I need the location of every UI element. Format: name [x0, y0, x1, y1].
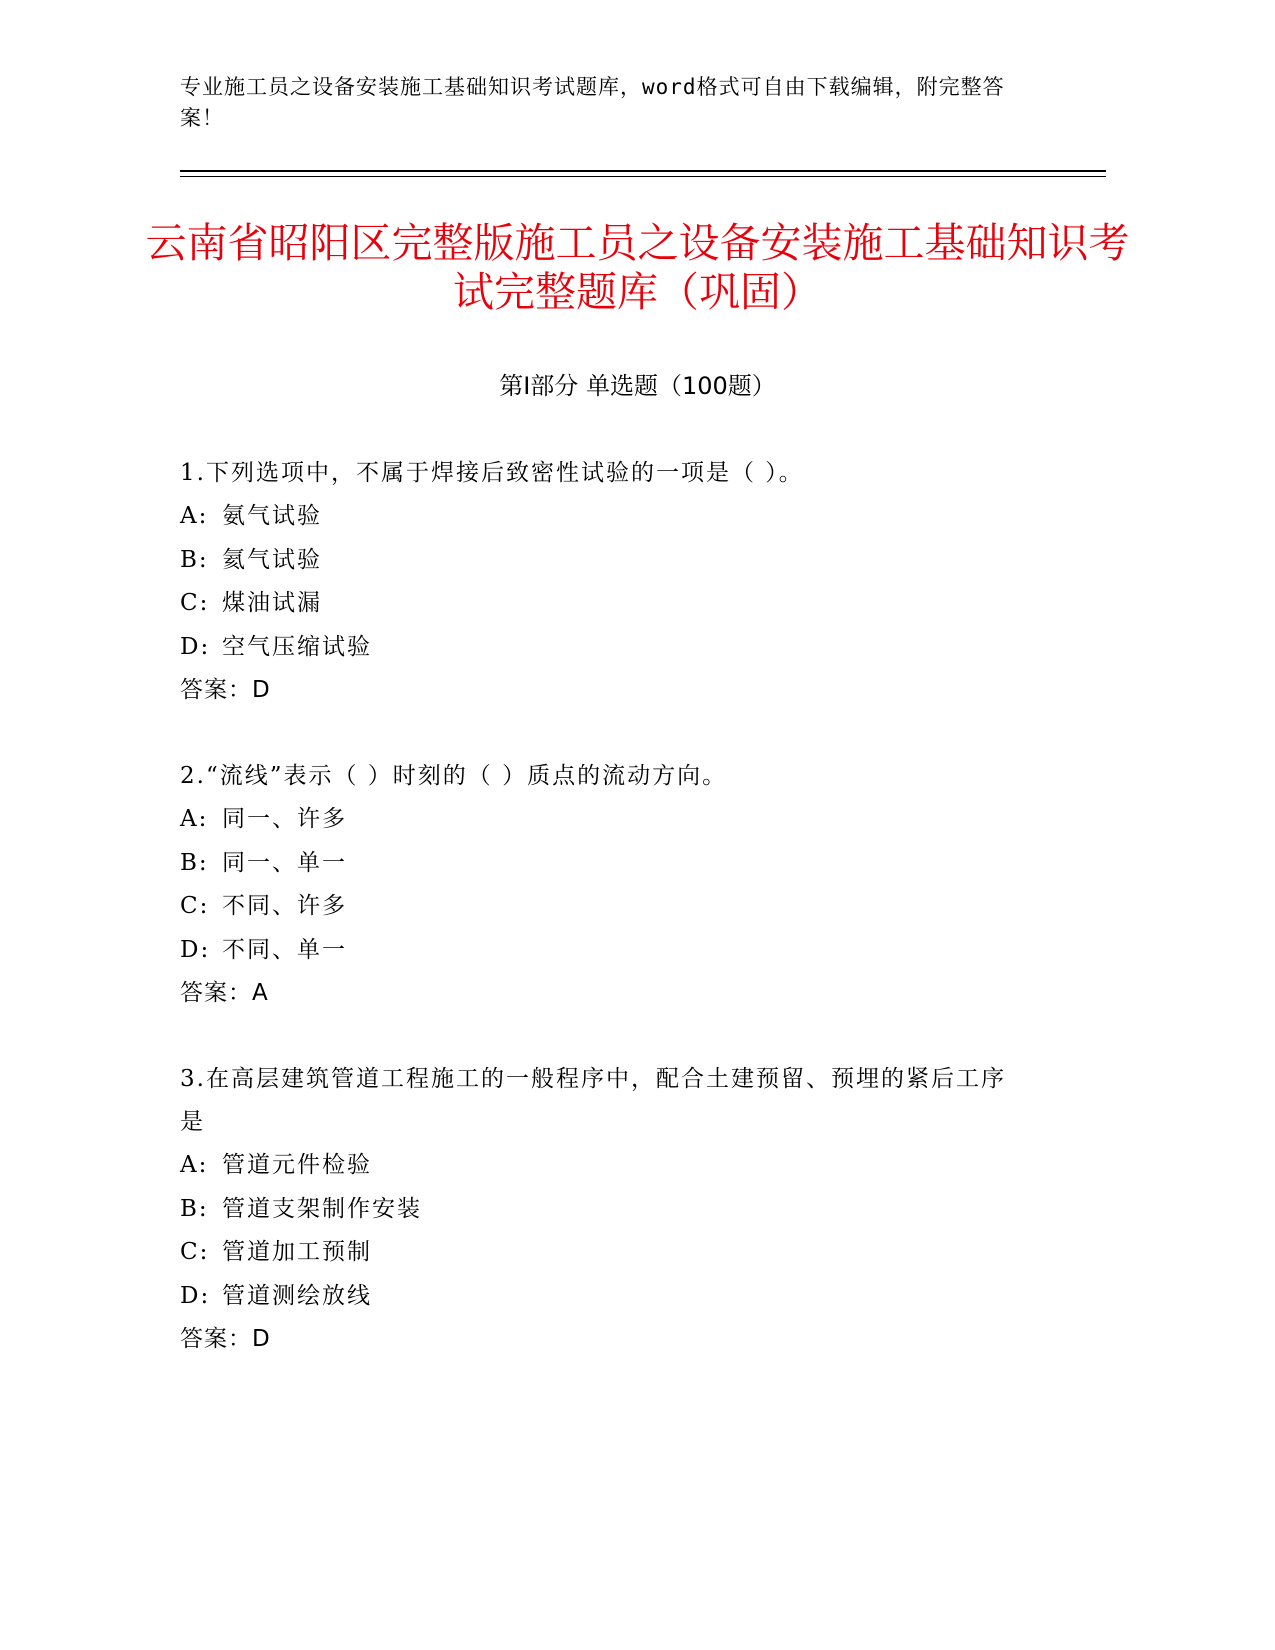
option-b [180, 842, 1030, 886]
answer-value: A [252, 980, 269, 1006]
option-key: C: [180, 590, 210, 616]
option-key: D: [180, 936, 211, 963]
option-key: A: [180, 806, 209, 832]
option-key: B: [180, 546, 209, 573]
option-key: B: [180, 1195, 209, 1222]
header-rule-thick [180, 170, 1106, 172]
answer-label: 答案： [180, 677, 252, 703]
option-text: 同一、单一 [222, 849, 347, 876]
question-2 [180, 755, 1030, 1015]
option-a [180, 495, 1030, 539]
option-c [180, 885, 1030, 929]
question-list [180, 452, 1030, 1404]
document-title: 云南省昭阳区完整版施工员之设备安装施工基础知识考试完整题库（巩固） [145, 219, 1130, 316]
option-key: C: [180, 893, 210, 919]
header-rule-thin [180, 176, 1106, 177]
option-b [180, 1188, 1030, 1232]
option-a [180, 798, 1030, 842]
option-text: 氦气试验 [222, 546, 322, 573]
option-d [180, 1275, 1030, 1319]
option-text: 管道测绘放线 [222, 1282, 372, 1309]
option-c [180, 582, 1030, 626]
question-3 [180, 1058, 1030, 1361]
option-text: 不同、许多 [222, 893, 347, 919]
option-c [180, 1231, 1030, 1275]
option-key: B: [180, 849, 209, 876]
option-text: 不同、单一 [222, 936, 347, 963]
answer-label: 答案： [180, 980, 252, 1006]
question-text: 2.“流线”表示（ ）时刻的（ ）质点的流动方向。 [180, 763, 728, 789]
option-text: 管道加工预制 [222, 1239, 372, 1265]
answer-label: 答案： [180, 1326, 252, 1352]
question-1 [180, 452, 1030, 712]
answer-line [180, 669, 1030, 712]
section-title: 第Ⅰ部分 单选题（100题） [499, 372, 776, 400]
option-b [180, 539, 1030, 583]
option-key: D: [180, 1282, 211, 1309]
question-text: 1.下列选项中，不属于焊接后致密性试验的一项是（ ）。 [180, 460, 804, 486]
answer-line [180, 1318, 1030, 1361]
option-text: 管道元件检验 [222, 1152, 372, 1178]
question-text: 3.在高层建筑管道工程施工的一般程序中，配合土建预留、预埋的紧后工序是 [180, 1066, 1006, 1135]
option-text: 管道支架制作安装 [222, 1195, 422, 1222]
option-text: 同一、许多 [222, 806, 347, 832]
option-key: C: [180, 1239, 210, 1265]
answer-value: D [252, 1326, 271, 1352]
option-text: 空气压缩试验 [222, 633, 372, 660]
option-text: 氨气试验 [222, 503, 322, 529]
option-key: D: [180, 633, 211, 660]
option-d [180, 626, 1030, 670]
header-note: 专业施工员之设备安装施工基础知识考试题库，word格式可自由下载编辑，附完整答案！ [180, 75, 1005, 130]
option-key: A: [180, 1152, 209, 1178]
answer-line [180, 972, 1030, 1015]
answer-value: D [252, 677, 271, 703]
option-d [180, 929, 1030, 973]
option-text: 煤油试漏 [222, 590, 322, 616]
option-a [180, 1144, 1030, 1188]
option-key: A: [180, 503, 209, 529]
